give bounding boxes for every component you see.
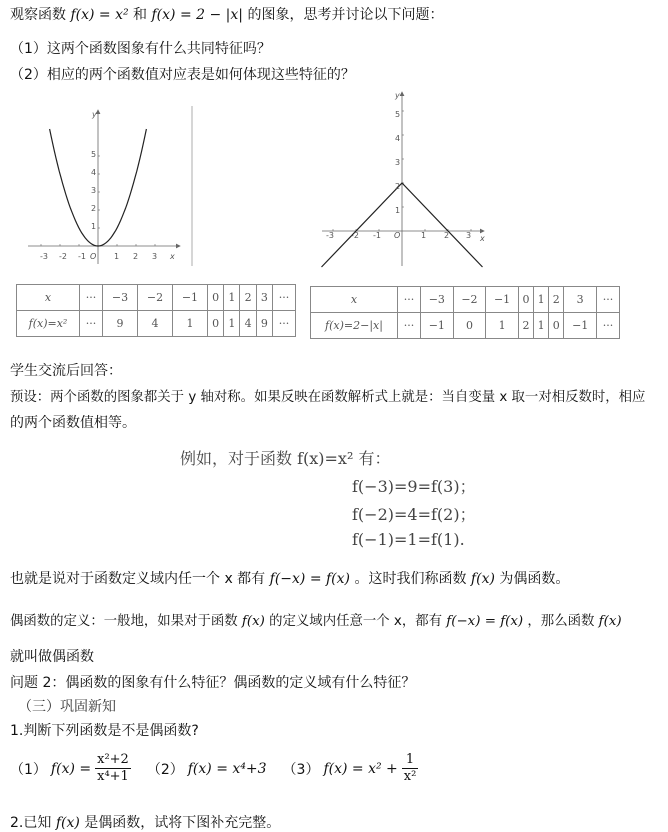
table-cell: −1 <box>564 313 597 339</box>
table-row <box>311 287 620 313</box>
table-cell: 4 <box>240 311 256 337</box>
table-cell: 1 <box>172 311 207 337</box>
table-cell: 2 <box>518 313 533 339</box>
example-line: f(−2)=4=f(2)； <box>352 505 476 524</box>
x-tick-label: -2 <box>59 252 67 261</box>
student-heading: 学生交流后回答： <box>10 363 122 379</box>
x-axis-label: x <box>170 252 175 261</box>
definition-prefix: 偶函数的定义：一般地，如果对于函数 <box>10 614 238 629</box>
y-axis-label: y <box>395 91 400 100</box>
table-cell: 1 <box>486 313 519 339</box>
table-cell: 9 <box>256 311 272 337</box>
absolute-value-graph <box>318 88 490 270</box>
y-tick-label: 5 <box>395 110 401 119</box>
table-cell: −2 <box>453 287 486 313</box>
y-tick-label: 2 <box>395 182 401 191</box>
table-row <box>17 285 296 311</box>
numerator: x²+2 <box>97 752 129 767</box>
y-tick-label: 1 <box>395 206 401 215</box>
function-1: f(x) = x² <box>70 7 129 23</box>
function-symbol: f(x) <box>55 815 80 831</box>
table-cell: ··· <box>597 287 620 313</box>
example-line: f(−1)=1=f(1). <box>352 530 465 549</box>
function-lhs: f(x) = <box>50 760 92 777</box>
x-tick-label: -3 <box>40 252 48 261</box>
parabola-graph <box>24 104 196 268</box>
x-tick-label: 2 <box>133 252 139 261</box>
table-cell: −1 <box>172 285 207 311</box>
denominator: x² <box>403 769 417 784</box>
table-row <box>17 311 296 337</box>
table-cell: ··· <box>398 313 421 339</box>
section-heading: （三）巩固新知 <box>18 699 116 715</box>
x-tick-label: 1 <box>421 231 427 240</box>
table-cell: f(x)=x² <box>17 311 80 337</box>
fraction <box>402 752 419 785</box>
table-cell: 9 <box>103 311 138 337</box>
table-cell: 0 <box>549 313 564 339</box>
question-2: （2）相应的两个函数值对应表是如何体现这些特征的？ <box>10 67 355 83</box>
task-2-suffix: 是偶函数，试将下图补充完整。 <box>84 815 281 831</box>
table-cell: ··· <box>80 285 103 311</box>
table-cell: x <box>17 285 80 311</box>
question-3: 问题 2：偶函数的图象有什么特征？偶函数的定义域有什么特征？ <box>10 675 416 691</box>
table-cell: 4 <box>137 311 172 337</box>
table-cell: 1 <box>534 313 549 339</box>
student-answer-line-1: 预设：两个函数的图象都关于 y 轴对称。如果反映在函数解析式上就是：当自变量 x 取一对相反数时，相应 <box>10 390 646 405</box>
table-cell: −1 <box>421 313 454 339</box>
item-label: （2） <box>146 761 184 778</box>
table-cell: 0 <box>453 313 486 339</box>
function-symbol: f(x) <box>470 571 495 587</box>
intro-line <box>10 4 443 24</box>
conclusion-prefix: 也就是说对于函数定义域内任一个 x 都有 <box>10 571 266 587</box>
origin-label: O <box>90 252 97 261</box>
x-tick-label: 3 <box>466 231 472 240</box>
function-list <box>10 752 418 785</box>
x-tick-label: 1 <box>114 252 120 261</box>
value-table-1 <box>16 284 296 337</box>
table-cell: ··· <box>398 287 421 313</box>
intro-conj: 和 <box>133 7 148 23</box>
x-tick-label: -3 <box>326 231 334 240</box>
table-cell: 3 <box>564 287 597 313</box>
item-label: （3） <box>282 761 320 778</box>
table-cell: 0 <box>207 285 223 311</box>
even-condition: f(−x) = f(x) <box>269 571 351 587</box>
origin-label: O <box>394 231 401 240</box>
intro-suffix: 的图象，思考并讨论以下问题： <box>247 7 444 23</box>
function-lhs: f(x) = x² + <box>323 760 398 777</box>
definition-mid: ，那么函数 <box>527 614 595 629</box>
student-answer-line-2: 的两个函数值相等。 <box>10 415 136 431</box>
numerator: 1 <box>402 752 419 769</box>
example-intro: 例如，对于函数 f(x)=x² 有： <box>180 449 391 468</box>
table-cell: 0 <box>518 287 533 313</box>
x-tick-label: -1 <box>78 252 86 261</box>
task-2-prefix: 2.已知 <box>10 815 52 831</box>
y-tick-label: 2 <box>91 204 97 213</box>
x-tick-label: -2 <box>351 231 359 240</box>
example-line: f(−3)=9=f(3)； <box>352 477 476 496</box>
table-cell: 0 <box>207 311 223 337</box>
table-cell: ··· <box>80 311 103 337</box>
y-tick-label: 4 <box>395 134 401 143</box>
table-cell: ··· <box>273 311 296 337</box>
denominator: x⁴+1 <box>97 769 129 784</box>
x-tick-label: -1 <box>373 231 381 240</box>
function-symbol: f(x) <box>598 614 622 629</box>
table-cell: −3 <box>421 287 454 313</box>
table-cell: −1 <box>486 287 519 313</box>
definition-line-1 <box>10 610 622 629</box>
item-label: （1） <box>10 761 47 778</box>
definition-mid: 的定义域内任意一个 x，都有 <box>269 614 443 629</box>
question-1: （1）这两个函数图象有什么共同特征吗？ <box>10 41 271 57</box>
y-tick-label: 4 <box>91 168 97 177</box>
table-cell: ··· <box>273 285 296 311</box>
fraction <box>95 752 131 785</box>
y-tick-label: 1 <box>91 222 97 231</box>
table-cell: 2 <box>240 285 256 311</box>
task-2 <box>10 812 280 832</box>
value-table-2 <box>310 286 620 339</box>
x-tick-label: 2 <box>444 231 450 240</box>
function-2: f(x) = 2 − |x| <box>151 7 243 23</box>
y-tick-label: 5 <box>91 150 97 159</box>
conclusion-mid: 。这时我们称函数 <box>354 571 467 587</box>
table-cell: x <box>311 287 398 313</box>
intro-prefix: 观察函数 <box>10 7 66 23</box>
x-tick-label: 3 <box>152 252 158 261</box>
table-cell: 1 <box>224 311 240 337</box>
table-cell: 2 <box>549 287 564 313</box>
even-condition: f(−x) = f(x) <box>446 614 524 629</box>
conclusion-suffix: 为偶函数。 <box>499 571 570 587</box>
definition-line-2: 就叫做偶函数 <box>10 649 94 665</box>
y-tick-label: 3 <box>395 158 401 167</box>
table-cell: f(x)=2−|x| <box>311 313 398 339</box>
x-axis-label: x <box>480 234 485 243</box>
function-symbol: f(x) <box>241 614 265 629</box>
table-cell: 3 <box>256 285 272 311</box>
y-axis-label: y <box>92 110 97 119</box>
task-1: 1.判断下列函数是不是偶函数? <box>10 723 199 739</box>
table-cell: 1 <box>534 287 549 313</box>
table-row <box>311 313 620 339</box>
table-cell: −2 <box>137 285 172 311</box>
table-cell: ··· <box>597 313 620 339</box>
conclusion-line <box>10 568 569 588</box>
function-expression: f(x) = x⁴+3 <box>187 760 267 777</box>
y-tick-label: 3 <box>91 186 97 195</box>
table-cell: −3 <box>103 285 138 311</box>
table-cell: 1 <box>224 285 240 311</box>
